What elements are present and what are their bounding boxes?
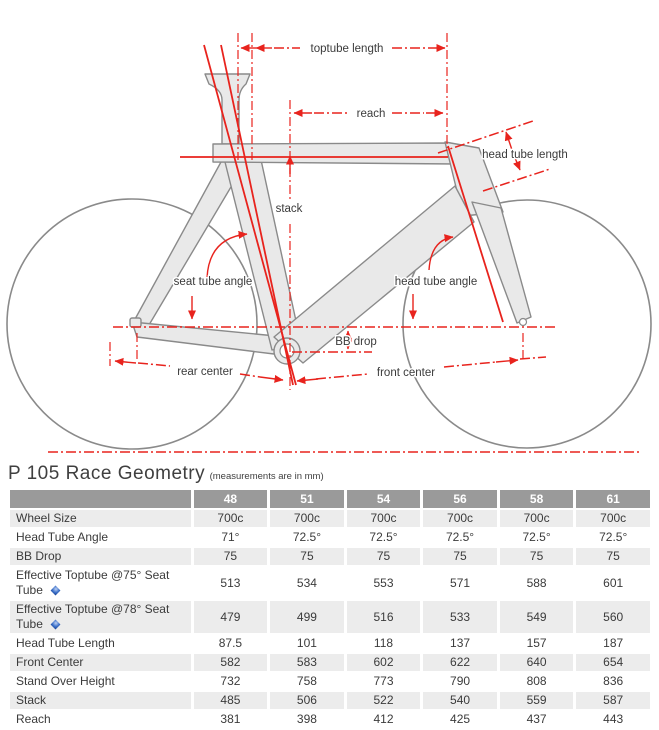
size-column-header: 56: [423, 490, 497, 508]
row-label: Stand Over Height: [10, 673, 191, 690]
geometry-value: 72.5°: [347, 529, 421, 546]
top-tube: [213, 143, 457, 164]
seat-tube-angle-label: seat tube angle: [173, 276, 253, 288]
geometry-value: 587: [576, 692, 650, 709]
bike-frame-drawing: [7, 74, 651, 449]
geometry-value: 75: [270, 548, 344, 565]
row-label: Effective Toptube @78° Seat Tube: [10, 601, 191, 633]
geometry-value: 571: [423, 567, 497, 599]
table-row: [10, 510, 650, 527]
geometry-value: 71°: [194, 529, 268, 546]
stack-label: stack: [275, 203, 303, 215]
table-row: [10, 654, 650, 671]
page-title: P 105 Race Geometry: [8, 463, 206, 484]
geometry-value: 506: [270, 692, 344, 709]
size-column-header: 58: [500, 490, 574, 508]
geometry-value: 732: [194, 673, 268, 690]
front-dropout: [520, 319, 527, 326]
geometry-value: 654: [576, 654, 650, 671]
geometry-value: 808: [500, 673, 574, 690]
row-label: Head Tube Length: [10, 635, 191, 652]
table-row: [10, 529, 650, 546]
geometry-value: 437: [500, 711, 574, 728]
geometry-value: 560: [576, 601, 650, 633]
front-center-label: front center: [376, 367, 436, 379]
size-column-header: 61: [576, 490, 650, 508]
rear-dropout: [130, 318, 141, 327]
reach-label: reach: [356, 108, 386, 120]
title-row: [8, 463, 659, 485]
row-label: Head Tube Angle: [10, 529, 191, 546]
geometry-value: 72.5°: [423, 529, 497, 546]
geometry-value: 700c: [576, 510, 650, 527]
geometry-value: 582: [194, 654, 268, 671]
toptube-length-label: toptube length: [310, 43, 384, 55]
geometry-value: 398: [270, 711, 344, 728]
row-label: Front Center: [10, 654, 191, 671]
info-diamond-icon[interactable]: [50, 620, 60, 630]
geometry-value: 559: [500, 692, 574, 709]
geometry-value: 583: [270, 654, 344, 671]
geometry-value: 601: [576, 567, 650, 599]
seat-tube-angle-arc: [207, 234, 247, 278]
head-tube-length-label: head tube length: [482, 149, 568, 161]
geometry-value: 758: [270, 673, 344, 690]
seat-tube: [221, 146, 301, 350]
geometry-value: 87.5: [194, 635, 268, 652]
row-label: Reach: [10, 711, 191, 728]
geometry-value: 485: [194, 692, 268, 709]
table-row: [10, 692, 650, 709]
geometry-value: 75: [500, 548, 574, 565]
geometry-value: 836: [576, 673, 650, 690]
size-column-header: 51: [270, 490, 344, 508]
geometry-value: 522: [347, 692, 421, 709]
geometry-value: 137: [423, 635, 497, 652]
row-label: BB Drop: [10, 548, 191, 565]
geometry-value: 513: [194, 567, 268, 599]
geometry-value: 553: [347, 567, 421, 599]
geometry-value: 549: [500, 601, 574, 633]
geometry-value: 72.5°: [576, 529, 650, 546]
table-row: [10, 635, 650, 652]
geometry-value: 700c: [194, 510, 268, 527]
geometry-value: 516: [347, 601, 421, 633]
row-label: Stack: [10, 692, 191, 709]
geometry-value: 700c: [423, 510, 497, 527]
geometry-value: 101: [270, 635, 344, 652]
geometry-value: 425: [423, 711, 497, 728]
dimension-lines: [48, 33, 640, 452]
geometry-value: 479: [194, 601, 268, 633]
geometry-value: 499: [270, 601, 344, 633]
table-row: [10, 567, 650, 599]
rear-center-label: rear center: [177, 366, 233, 378]
geometry-value: 75: [576, 548, 650, 565]
geometry-value: 640: [500, 654, 574, 671]
geometry-value: 588: [500, 567, 574, 599]
geometry-value: 534: [270, 567, 344, 599]
geometry-value: 622: [423, 654, 497, 671]
row-label: Wheel Size: [10, 510, 191, 527]
bb-drop-label: BB drop: [335, 336, 377, 348]
geometry-value: 773: [347, 673, 421, 690]
geometry-value: 72.5°: [500, 529, 574, 546]
info-diamond-icon[interactable]: [50, 586, 60, 596]
geometry-value: 118: [347, 635, 421, 652]
size-column-header: 54: [347, 490, 421, 508]
geometry-value: 602: [347, 654, 421, 671]
geometry-value: 72.5°: [270, 529, 344, 546]
title-note: (measurements are in mm): [209, 471, 324, 482]
table-row: [10, 673, 650, 690]
geometry-value: 790: [423, 673, 497, 690]
geometry-value: 75: [347, 548, 421, 565]
geometry-value: 75: [423, 548, 497, 565]
geometry-value: 700c: [347, 510, 421, 527]
row-label: Effective Toptube @75° Seat Tube: [10, 567, 191, 599]
geometry-table: [7, 488, 653, 730]
table-row: [10, 548, 650, 565]
table-row: [10, 601, 650, 633]
geometry-value: 412: [347, 711, 421, 728]
geometry-value: 157: [500, 635, 574, 652]
geometry-value: 700c: [500, 510, 574, 527]
corner-cell: [10, 490, 191, 508]
geometry-value: 187: [576, 635, 650, 652]
size-header-row: [10, 490, 650, 508]
geometry-value: 540: [423, 692, 497, 709]
size-column-header: 48: [194, 490, 268, 508]
geometry-value: 533: [423, 601, 497, 633]
geometry-value: 381: [194, 711, 268, 728]
head-tube-angle-label: head tube angle: [394, 276, 478, 288]
geometry-value: 443: [576, 711, 650, 728]
fork-blade: [472, 202, 531, 323]
geometry-value: 700c: [270, 510, 344, 527]
table-row: [10, 711, 650, 728]
geometry-value: 75: [194, 548, 268, 565]
